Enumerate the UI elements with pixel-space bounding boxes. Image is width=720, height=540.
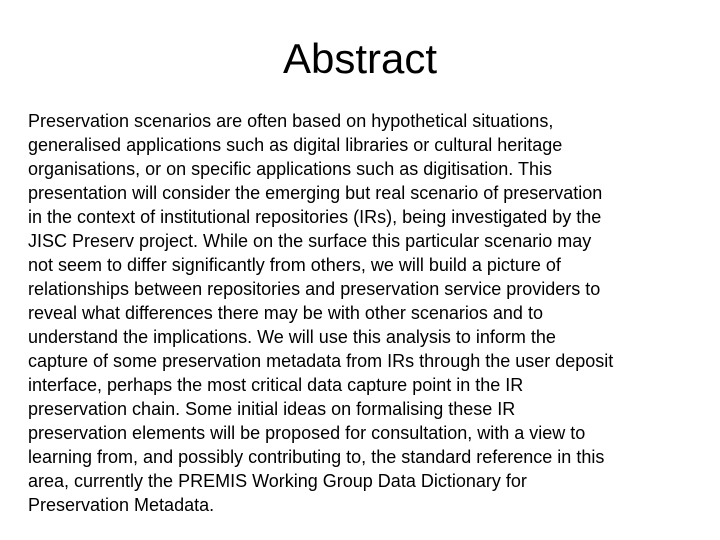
abstract-line: Preservation Metadata. — [28, 495, 215, 515]
abstract-line: not seem to differ significantly from others, we will build a picture of — [28, 255, 561, 275]
abstract-line: presentation will consider the emerging but real scenario of preservation — [28, 183, 603, 203]
abstract-line: Preservation scenarios are often based on hypothetical situations, — [28, 111, 554, 131]
abstract-line: interface, perhaps the most critical data capture point in the IR — [28, 375, 524, 395]
abstract-body — [28, 109, 698, 517]
abstract-line: JISC Preserv project. While on the surface this particular scenario may — [28, 231, 592, 251]
abstract-line: capture of some preservation metadata from IRs through the user deposit — [28, 351, 614, 371]
abstract-line: area, currently the PREMIS Working Group Data Dictionary for — [28, 471, 527, 491]
abstract-line: organisations, or on specific applications such as digitisation. This — [28, 159, 552, 179]
abstract-line: reveal what differences there may be with other scenarios and to — [28, 303, 543, 323]
abstract-line: relationships between repositories and preservation service providers to — [28, 279, 601, 299]
slide-title: Abstract — [282, 35, 438, 82]
abstract-line: preservation chain. Some initial ideas on formalising these IR — [28, 399, 516, 419]
abstract-line: preservation elements will be proposed for consultation, with a view to — [28, 423, 586, 443]
abstract-line: in the context of institutional repositories (IRs), being investigated by the — [28, 207, 602, 227]
abstract-line: learning from, and possibly contributing to, the standard reference in this — [28, 447, 605, 467]
abstract-line: generalised applications such as digital libraries or cultural heritage — [28, 135, 563, 155]
abstract-line: understand the implications. We will use this analysis to inform the — [28, 327, 556, 347]
